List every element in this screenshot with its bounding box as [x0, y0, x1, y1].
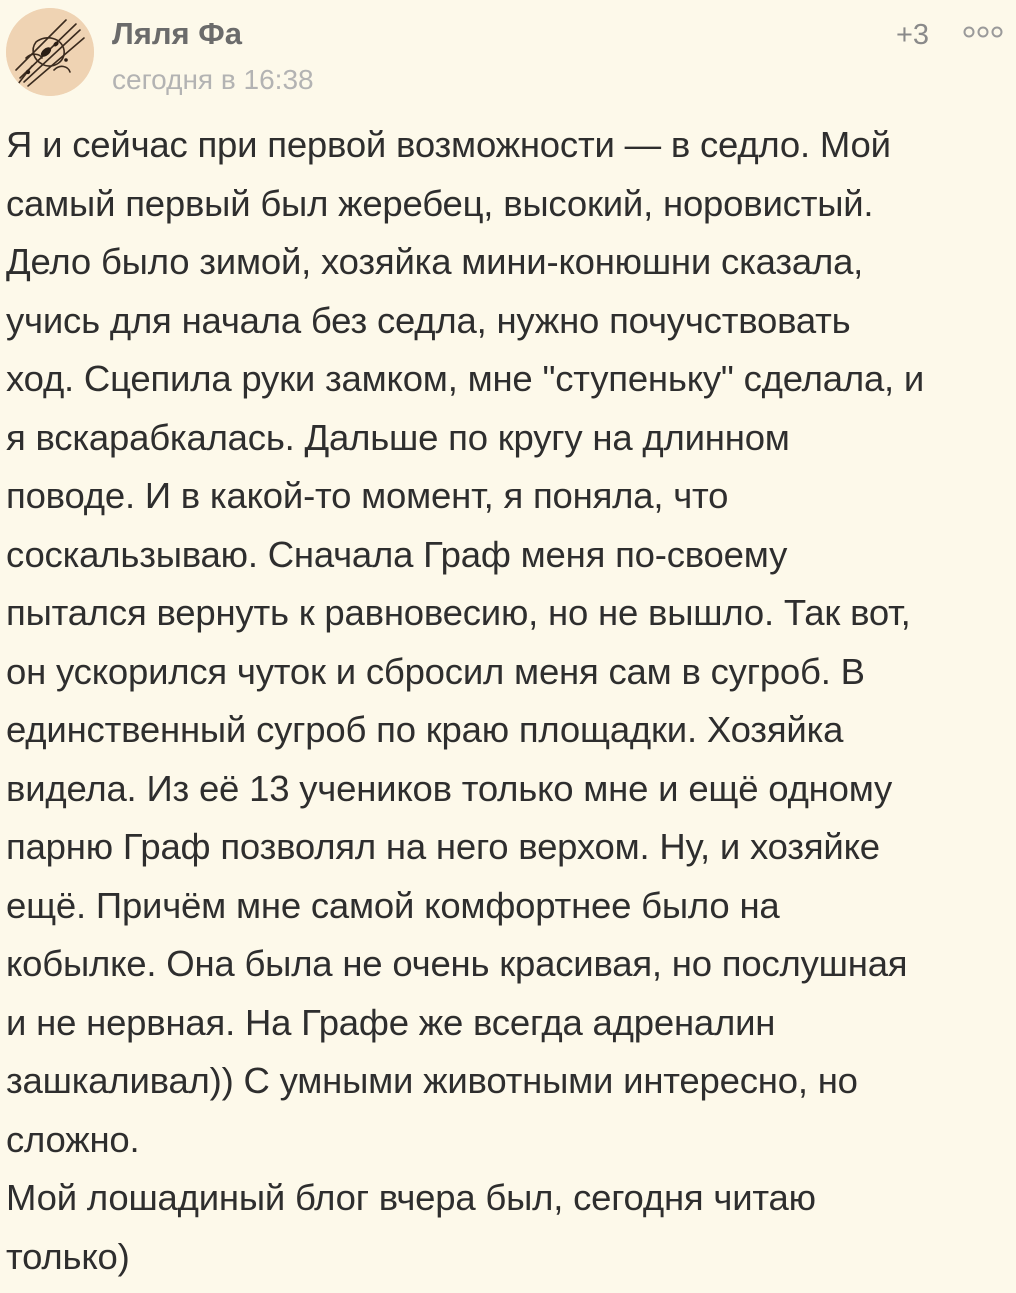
- comment-header: [0, 0, 1016, 110]
- comment-line: и не нервная. На Графе же всегда адреналин: [6, 1001, 776, 1043]
- more-dots-icon[interactable]: [962, 22, 1004, 42]
- comment-body: [6, 116, 1010, 1286]
- comment-line: ещё. Причём мне самой комфортнее было на: [6, 884, 780, 926]
- violin-sketch-avatar-icon: [6, 8, 94, 96]
- comment-line: Мой лошадиный блог вчера был, сегодня читаю: [6, 1177, 816, 1218]
- comment-line: самый первый был жеребец, высокий, норовистый.: [6, 182, 874, 224]
- comment-line: только): [6, 1235, 130, 1277]
- comment-line: кобылке. Она была не очень красивая, но послушная: [6, 943, 908, 984]
- comment-timestamp: сегодня в 16:38: [112, 64, 314, 95]
- comment-line: сложно.: [6, 1118, 140, 1160]
- comment-line: пытался вернуть к равновесию, но не вышло. Так вот,: [6, 592, 911, 633]
- avatar[interactable]: [6, 8, 94, 96]
- comment-line: зашкаливал)) С умными животными интересно, но: [6, 1060, 858, 1101]
- rating-counter[interactable]: +3: [896, 19, 930, 51]
- comment-line: соскальзываю. Сначала Граф меня по-своему: [6, 533, 788, 575]
- author-name[interactable]: Ляля Фа: [112, 16, 242, 51]
- comment-line: единственный сугроб по краю площадки. Хозяйка: [6, 709, 844, 750]
- comment-line: видела. Из её 13 учеников только мне и ещё одному: [6, 767, 893, 809]
- comment-line: Дело было зимой, хозяйка мини-конюшни сказала,: [6, 241, 864, 282]
- comment-line: Я и сейчас при первой возможности — в седло. Мой: [6, 124, 891, 165]
- comment-line: я вскарабкалась. Дальше по кругу на длинном: [6, 416, 790, 458]
- comment-line: поводе. И в какой-то момент, я поняла, что: [6, 475, 729, 516]
- comment-line: парню Граф позволял на него верхом. Ну, и хозяйке: [6, 826, 880, 867]
- comment-line: он ускорился чуток и сбросил меня сам в сугроб. В: [6, 650, 865, 692]
- comment-line: учись для начала без седла, нужно почучствовать: [6, 299, 851, 341]
- comment-line: ход. Сцепила руки замком, мне "ступеньку" сделала, и: [6, 358, 925, 399]
